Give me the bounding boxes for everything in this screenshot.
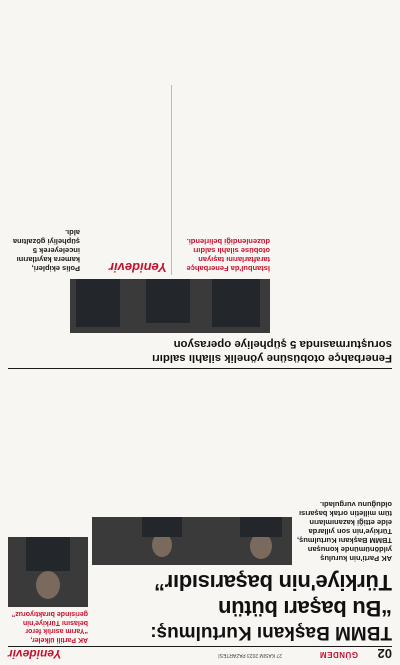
side-box-body <box>8 373 88 531</box>
second-story-photo <box>70 279 270 333</box>
top-story-photo <box>92 517 292 565</box>
second-story-body-right <box>8 9 80 229</box>
bottom-columns <box>80 9 392 81</box>
section-label: GÜNDEM <box>319 650 358 659</box>
top-story-deck: AK Parti'nin kuruluş yıldönümünde konuşan TBMM Başkanı Kurtulmuş, Türkiye'nin son yıllarda elde ettiği kazanımların tüm milletin ortak başarısı olduğunu vurguladı. <box>296 500 392 563</box>
second-headline-line2: soruşturmasında 5 şüpheliye operasyon <box>173 338 392 350</box>
date-line: 27 KASIM 2023 PAZARTESİ <box>218 652 282 658</box>
top-headline-line1: TBMM Başkanı Kurtulmuş: <box>150 622 392 643</box>
top-headline-line2: “Bu başarı bütün <box>218 596 392 621</box>
photo-police-figure <box>76 279 120 327</box>
second-story-deck-left: İstanbul'da Fenerbahçe taraftarlarını taşıyan otobüse silahlı saldırı düzenlendiği belirlendi. <box>186 237 270 273</box>
photo-figure-head <box>36 571 60 599</box>
photo-figure-body <box>240 517 282 537</box>
masthead-credits <box>87 87 167 255</box>
second-story-body-middle <box>175 85 270 225</box>
photo-police-figure <box>146 279 190 323</box>
second-headline-line1: Fenerbahçe otobüsüne yönelik silahlı saldırı <box>152 352 392 364</box>
top-headline-line3: Türkiye'nin başarısıdır” <box>154 570 392 595</box>
side-box-photo <box>8 537 88 607</box>
top-headline <box>92 569 392 643</box>
side-box-title: AK Partili ülkeler, “Yarım asırlık feror belasını Türkiye'nin gerisinde bıraktıyoruz” <box>11 610 88 643</box>
photo-figure-body <box>142 517 182 537</box>
second-headline <box>8 337 392 365</box>
masthead-logo: Yenidevir <box>108 260 167 275</box>
side-box <box>8 373 88 643</box>
page-header <box>8 646 392 661</box>
page-number: 02 <box>377 646 392 661</box>
photo-figure-body <box>26 537 70 571</box>
photo-police-figure <box>212 279 260 327</box>
masthead-box <box>84 85 172 275</box>
second-story-deck-right: Polis ekipleri, kamera kayıtlarını inceleyerek 5 şüpheliyi gözaltına aldı. <box>12 228 80 273</box>
section-divider <box>8 368 392 369</box>
second-story-body-left <box>274 93 392 333</box>
top-story-body <box>92 373 392 513</box>
brand-logo: Yenidevir <box>8 647 62 661</box>
